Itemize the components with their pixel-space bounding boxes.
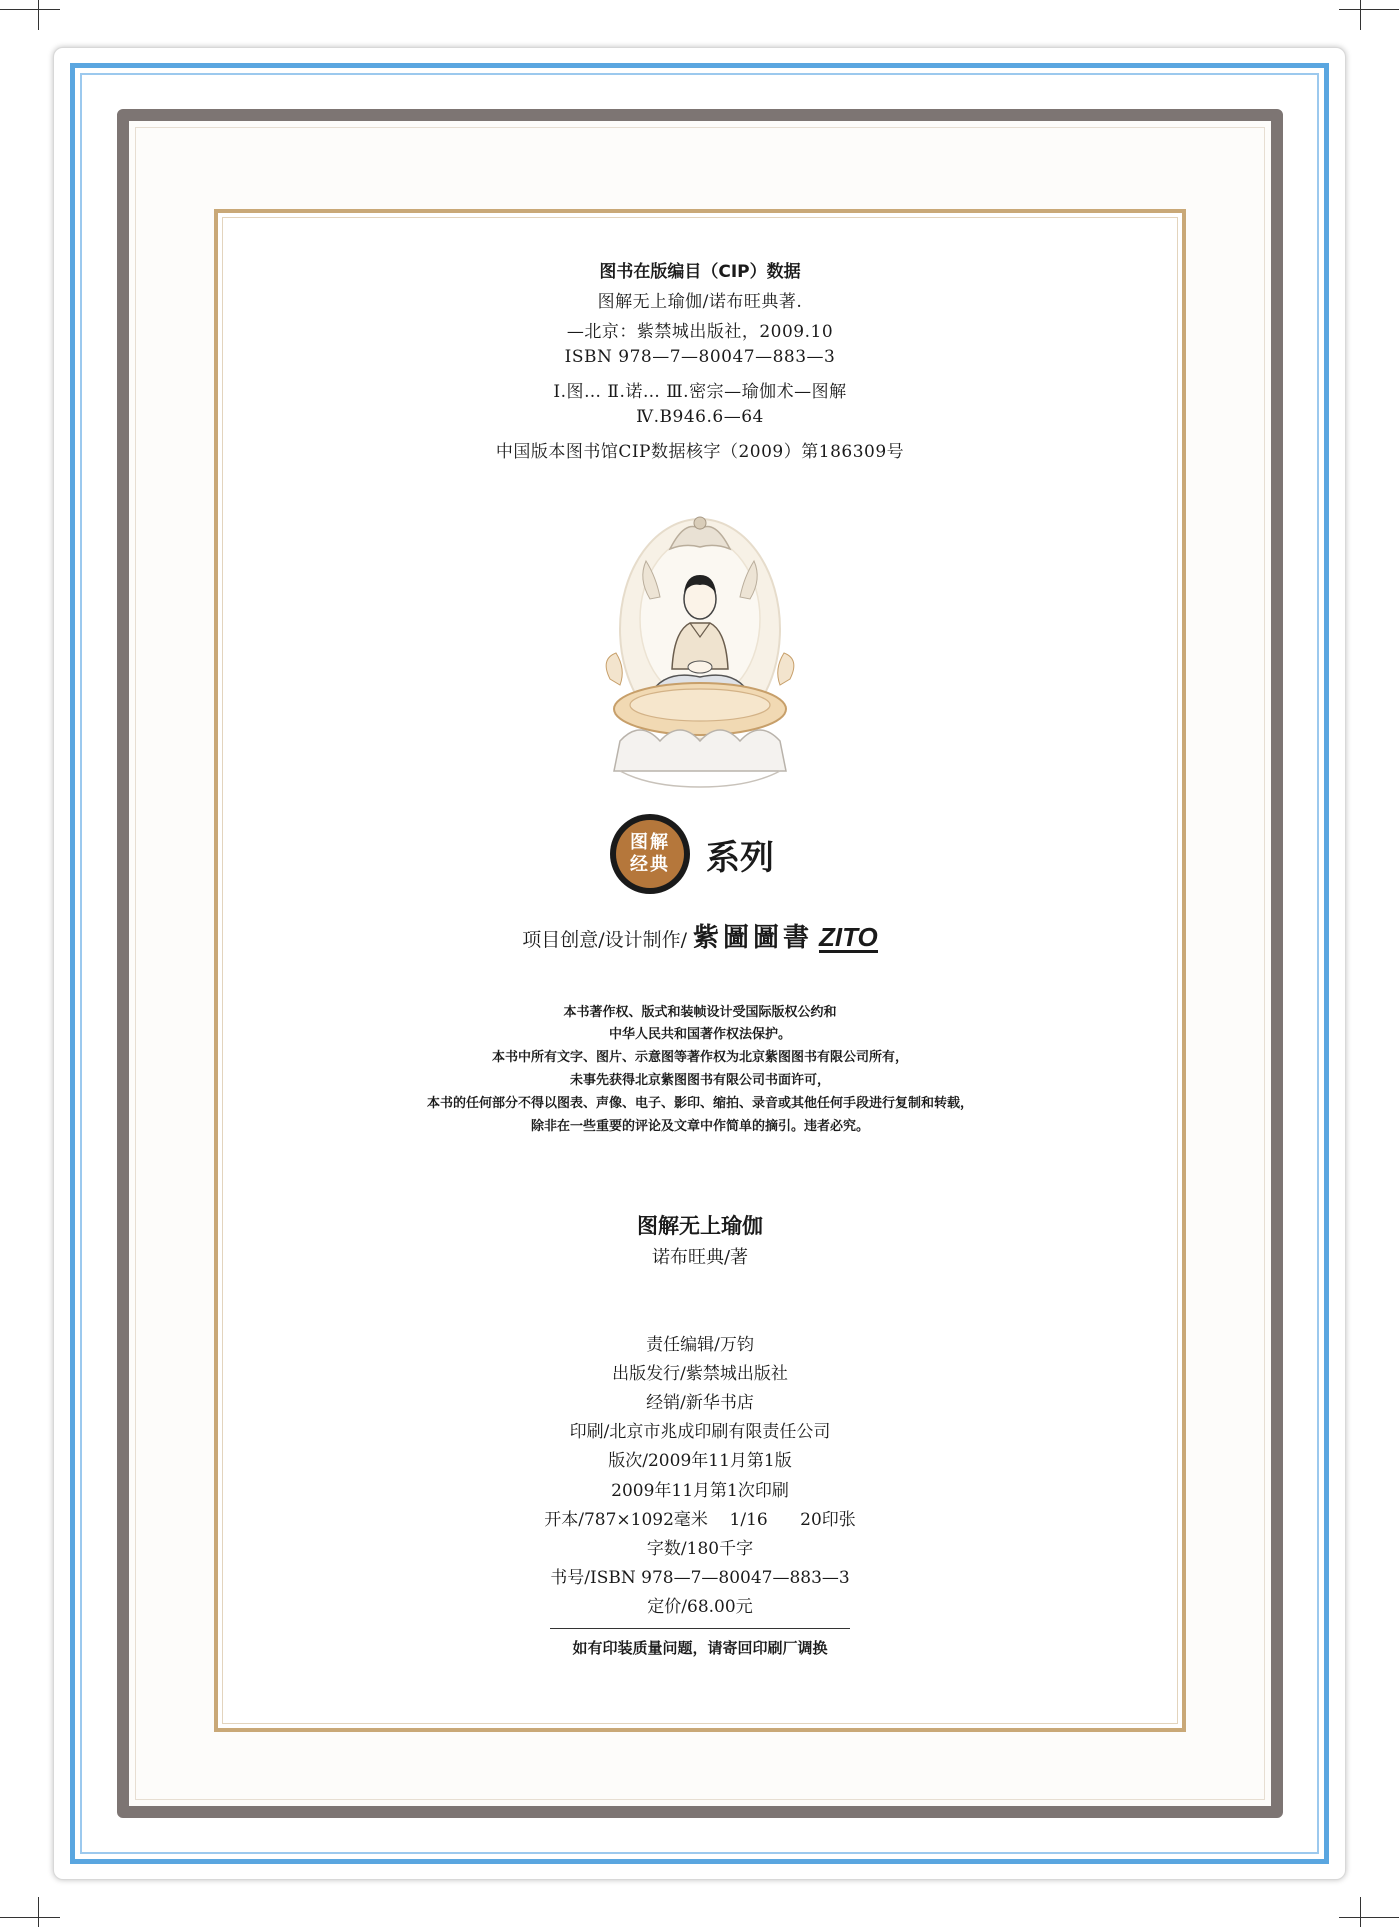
cip-line: 图解无上瑜伽/诺布旺典著.: [597, 292, 803, 312]
cip-line: Ⅰ.图… Ⅱ.诺… Ⅲ.密宗—瑜伽术—图解: [553, 382, 847, 402]
crop-mark-bottom-left-h: [0, 1917, 60, 1918]
imprint-line: 版次/2009年11月第1版: [608, 1451, 792, 1471]
cip-line: ISBN 978—7—80047—883—3: [564, 347, 836, 367]
meditating-figure-illustration: [590, 509, 810, 809]
book-author: 诺布旺典/著: [651, 1247, 749, 1268]
cip-heading: 图书在版编目（CIP）数据: [599, 262, 801, 282]
cip-line: Ⅳ.B946.6—64: [636, 407, 764, 427]
imprint-line: 定价/68.00元: [647, 1597, 753, 1617]
copyright-notice-line: 中华人民共和国著作权法保护。: [608, 1027, 791, 1042]
quality-notice: 如有印装质量问题，请寄回印刷厂调换: [572, 1639, 828, 1657]
cip-line: —北京：紫禁城出版社，2009.10: [566, 322, 834, 342]
badge-line-1: 图解: [630, 832, 670, 853]
copyright-notice-line: 本书著作权、版式和装帧设计受国际版权公约和: [563, 1005, 837, 1020]
series-logo: [610, 814, 810, 894]
credit-prefix: 项目创意/设计制作/: [522, 929, 688, 951]
badge-line-2: 经典: [630, 854, 670, 875]
crop-mark-top-left-v: [38, 0, 39, 30]
imprint-line: 书号/ISBN 978—7—80047—883—3: [550, 1568, 850, 1588]
book-title: 图解无上瑜伽: [637, 1214, 763, 1238]
imprint-line: 经销/新华书店: [646, 1393, 754, 1413]
series-badge-icon: [610, 814, 690, 894]
design-credit: [222, 917, 1178, 954]
copyright-page: [222, 217, 1178, 1724]
crop-mark-top-right-h: [1339, 9, 1399, 10]
imprint-line: 印刷/北京市兆成印刷有限责任公司: [569, 1422, 831, 1442]
copyright-notice-line: 未事先获得北京紫图图书有限公司书面许可，: [569, 1073, 830, 1088]
copyright-notice-line: 本书的任何部分不得以图表、声像、电子、影印、缩拍、录音或其他任何手段进行复制和转载，: [426, 1096, 973, 1111]
imprint-line: 责任编辑/万钧: [646, 1335, 754, 1355]
imprint-line: 2009年11月第1次印刷: [611, 1481, 789, 1501]
divider-rule: [550, 1628, 850, 1629]
zito-logo: ZITO: [819, 922, 878, 952]
imprint-line: 出版发行/紫禁城出版社: [612, 1364, 788, 1384]
crop-mark-top-right-v: [1360, 0, 1361, 30]
imprint-line: 字数/180千字: [646, 1539, 754, 1559]
series-badge-label: [616, 820, 684, 888]
crop-mark-bottom-left-v: [38, 1897, 39, 1927]
series-label: 系列: [706, 838, 774, 878]
imprint-line: 开本/787×1092毫米 1/16 20印张: [544, 1510, 856, 1530]
crop-mark-bottom-right-v: [1360, 1897, 1361, 1927]
copyright-notice-line: 本书中所有文字、图片、示意图等著作权为北京紫图图书有限公司所有，: [491, 1050, 908, 1065]
copyright-notice-line: 除非在一些重要的评论及文章中作简单的摘引。违者必究。: [530, 1119, 869, 1134]
publisher-brand: 紫圖圖書: [693, 923, 814, 953]
crop-mark-bottom-right-h: [1339, 1917, 1399, 1918]
crop-mark-top-left-h: [0, 9, 60, 10]
cip-line: 中国版本图书馆CIP数据核字（2009）第186309号: [495, 442, 905, 462]
